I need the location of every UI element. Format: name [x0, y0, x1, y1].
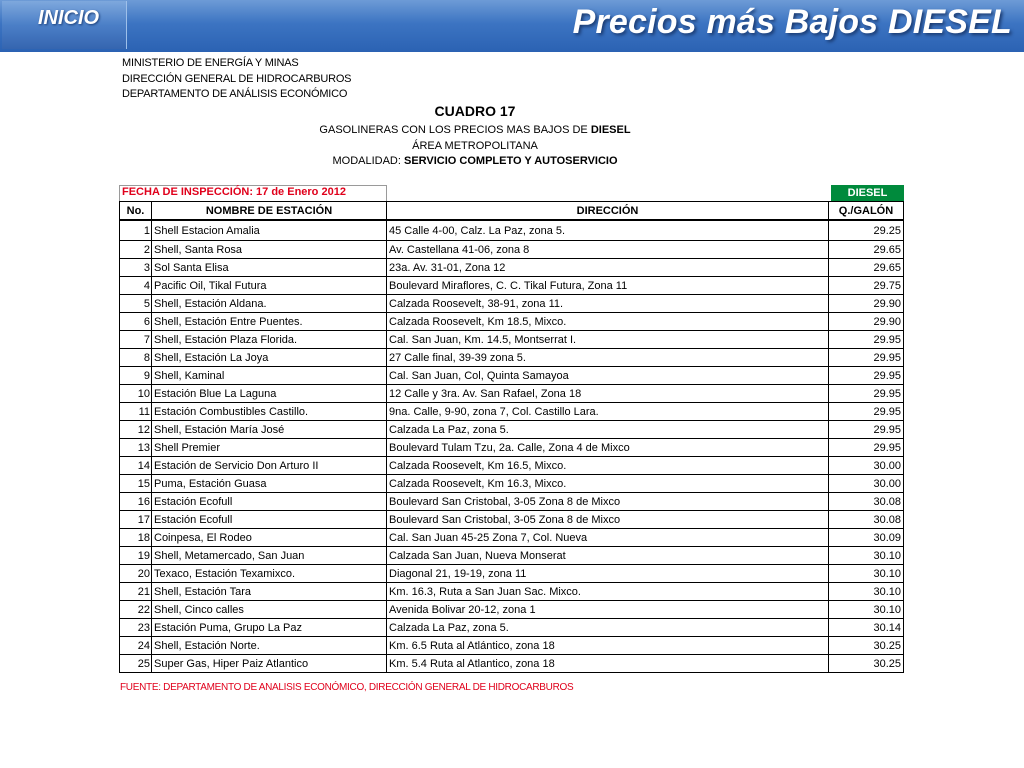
prices-table	[119, 201, 904, 673]
table-row	[120, 619, 904, 637]
cell-station: Texaco, Estación Texamixco.	[152, 565, 387, 583]
cell-station: Shell, Estación Tara	[152, 583, 387, 601]
cell-address: Calzada San Juan, Nueva Monserat	[387, 547, 829, 565]
cell-address: Calzada La Paz, zona 5.	[387, 619, 829, 637]
table-row	[120, 583, 904, 601]
inicio-label: INICIO	[38, 7, 100, 29]
cell-price: 29.75	[829, 277, 904, 295]
cell-station: Shell, Estación María José	[152, 421, 387, 439]
cell-no: 8	[120, 349, 152, 367]
cell-no: 5	[120, 295, 152, 313]
cell-no: 25	[120, 655, 152, 673]
cell-price: 30.08	[829, 511, 904, 529]
cell-price: 29.95	[829, 439, 904, 457]
cell-no: 2	[120, 241, 152, 259]
header-station: NOMBRE DE ESTACIÓN	[152, 202, 387, 221]
report-area: ÁREA METROPOLITANA	[412, 140, 538, 152]
cell-station: Shell, Estación Norte.	[152, 637, 387, 655]
cell-no: 16	[120, 493, 152, 511]
cell-address: Km. 5.4 Ruta al Atlantico, zona 18	[387, 655, 829, 673]
cell-station: Shell, Metamercado, San Juan	[152, 547, 387, 565]
cell-address: 45 Calle 4-00, Calz. La Paz, zona 5.	[387, 220, 829, 241]
cell-price: 29.95	[829, 367, 904, 385]
inspection-date: FECHA DE INSPECCIÓN: 17 de Enero 2012	[122, 186, 346, 198]
header-no: No.	[120, 202, 152, 221]
cell-station: Coinpesa, El Rodeo	[152, 529, 387, 547]
cell-station: Estación Ecofull	[152, 511, 387, 529]
cell-address: Avenida Bolivar 20-12, zona 1	[387, 601, 829, 619]
org-ministry: MINISTERIO DE ENERGÍA Y MINAS	[122, 57, 299, 69]
table-row	[120, 295, 904, 313]
cell-no: 23	[120, 619, 152, 637]
cell-address: Calzada Roosevelt, Km 16.5, Mixco.	[387, 457, 829, 475]
table-row	[120, 241, 904, 259]
cell-no: 9	[120, 367, 152, 385]
cell-no: 15	[120, 475, 152, 493]
cell-price: 30.08	[829, 493, 904, 511]
cell-station: Shell, Estación La Joya	[152, 349, 387, 367]
cell-price: 29.95	[829, 385, 904, 403]
report-subtitle	[0, 124, 950, 136]
cell-no: 22	[120, 601, 152, 619]
table-row	[120, 331, 904, 349]
cell-station: Shell, Santa Rosa	[152, 241, 387, 259]
cell-no: 14	[120, 457, 152, 475]
cell-price: 29.95	[829, 331, 904, 349]
fuel-header: DIESEL	[831, 185, 904, 201]
cell-address: Km. 16.3, Ruta a San Juan Sac. Mixco.	[387, 583, 829, 601]
table-row	[120, 565, 904, 583]
cell-price: 29.95	[829, 349, 904, 367]
cell-price: 29.65	[829, 241, 904, 259]
cell-no: 10	[120, 385, 152, 403]
cell-station: Shell, Cinco calles	[152, 601, 387, 619]
table-row	[120, 220, 904, 241]
table-row	[120, 403, 904, 421]
cell-price: 29.90	[829, 295, 904, 313]
table-row	[120, 601, 904, 619]
cell-address: Boulevard San Cristobal, 3-05 Zona 8 de Mixco	[387, 493, 829, 511]
cell-no: 3	[120, 259, 152, 277]
cell-no: 18	[120, 529, 152, 547]
cell-price: 30.10	[829, 601, 904, 619]
cell-price: 30.25	[829, 655, 904, 673]
cell-station: Shell Premier	[152, 439, 387, 457]
cell-price: 29.95	[829, 403, 904, 421]
cell-price: 29.90	[829, 313, 904, 331]
cell-station: Estación Combustibles Castillo.	[152, 403, 387, 421]
cell-address: Cal. San Juan 45-25 Zona 7, Col. Nueva	[387, 529, 829, 547]
table-row	[120, 547, 904, 565]
header-banner	[0, 0, 1024, 52]
cell-station: Estación Blue La Laguna	[152, 385, 387, 403]
cell-no: 24	[120, 637, 152, 655]
cell-price: 30.10	[829, 565, 904, 583]
table-row	[120, 475, 904, 493]
cell-station: Estación Ecofull	[152, 493, 387, 511]
subtitle-fuel: DIESEL	[590, 124, 631, 136]
cell-station: Estación de Servicio Don Arturo II	[152, 457, 387, 475]
org-direction: DIRECCIÓN GENERAL DE HIDROCARBUROS	[122, 73, 352, 85]
cell-station: Shell, Estación Aldana.	[152, 295, 387, 313]
cell-no: 1	[120, 220, 152, 241]
cell-address: Boulevard San Cristobal, 3-05 Zona 8 de Mixco	[387, 511, 829, 529]
cell-price: 30.00	[829, 475, 904, 493]
modalidad-label: MODALIDAD:	[332, 155, 401, 167]
org-department: DEPARTAMENTO DE ANÁLISIS ECONÓMICO	[122, 88, 348, 100]
cell-station: Super Gas, Hiper Paiz Atlantico	[152, 655, 387, 673]
cell-address: 23a. Av. 31-01, Zona 12	[387, 259, 829, 277]
cell-address: Boulevard Tulam Tzu, 2a. Calle, Zona 4 de Mixco	[387, 439, 829, 457]
cell-price: 30.09	[829, 529, 904, 547]
table-row	[120, 457, 904, 475]
modalidad-value: SERVICIO COMPLETO Y AUTOSERVICIO	[400, 155, 618, 167]
source-note: FUENTE: DEPARTAMENTO DE ANALISIS ECONÓMICO, DIRECCIÓN GENERAL DE HIDROCARBUROS	[120, 682, 574, 693]
table-row	[120, 421, 904, 439]
cell-no: 11	[120, 403, 152, 421]
cell-address: 27 Calle final, 39-39 zona 5.	[387, 349, 829, 367]
cell-station: Sol Santa Elisa	[152, 259, 387, 277]
cell-no: 4	[120, 277, 152, 295]
cell-no: 6	[120, 313, 152, 331]
cell-no: 7	[120, 331, 152, 349]
cell-station: Puma, Estación Guasa	[152, 475, 387, 493]
table-row	[120, 493, 904, 511]
cell-price: 30.00	[829, 457, 904, 475]
cell-no: 17	[120, 511, 152, 529]
cuadro-title: CUADRO 17	[434, 103, 516, 119]
cell-no: 12	[120, 421, 152, 439]
cell-address: 12 Calle y 3ra. Av. San Rafael, Zona 18	[387, 385, 829, 403]
table-row	[120, 385, 904, 403]
cell-station: Shell, Estación Entre Puentes.	[152, 313, 387, 331]
cell-station: Shell, Estación Plaza Florida.	[152, 331, 387, 349]
page-title: Precios más Bajos DIESEL	[572, 3, 1012, 41]
table-row	[120, 349, 904, 367]
table-header-row	[120, 202, 904, 221]
cell-price: 29.25	[829, 220, 904, 241]
table-row	[120, 655, 904, 673]
cell-address: Km. 6.5 Ruta al Atlántico, zona 18	[387, 637, 829, 655]
cell-price: 29.65	[829, 259, 904, 277]
cell-address: Diagonal 21, 19-19, zona 11	[387, 565, 829, 583]
cell-address: 9na. Calle, 9-90, zona 7, Col. Castillo Lara.	[387, 403, 829, 421]
cell-station: Shell Estacion Amalia	[152, 220, 387, 241]
table-row	[120, 511, 904, 529]
report-modalidad	[0, 155, 950, 167]
cell-address: Av. Castellana 41-06, zona 8	[387, 241, 829, 259]
table-row	[120, 439, 904, 457]
cell-address: Cal. San Juan, Km. 14.5, Montserrat I.	[387, 331, 829, 349]
header-address: DIRECCIÓN	[387, 202, 829, 221]
cell-station: Shell, Kaminal	[152, 367, 387, 385]
header-price: Q./GALÓN	[829, 202, 904, 221]
cell-no: 21	[120, 583, 152, 601]
cell-no: 19	[120, 547, 152, 565]
cell-price: 30.10	[829, 547, 904, 565]
cell-no: 20	[120, 565, 152, 583]
table-row	[120, 277, 904, 295]
cell-price: 29.95	[829, 421, 904, 439]
cell-price: 30.10	[829, 583, 904, 601]
cell-price: 30.14	[829, 619, 904, 637]
cell-station: Pacific Oil, Tikal Futura	[152, 277, 387, 295]
table-row	[120, 529, 904, 547]
table-row	[120, 367, 904, 385]
cell-station: Estación Puma, Grupo La Paz	[152, 619, 387, 637]
table-row	[120, 313, 904, 331]
cell-address: Calzada Roosevelt, Km 18.5, Mixco.	[387, 313, 829, 331]
cell-address: Boulevard Miraflores, C. C. Tikal Futura, Zona 11	[387, 277, 829, 295]
cell-no: 13	[120, 439, 152, 457]
cell-address: Calzada La Paz, zona 5.	[387, 421, 829, 439]
cell-address: Calzada Roosevelt, 38-91, zona 11.	[387, 295, 829, 313]
subtitle-prefix: GASOLINERAS CON LOS PRECIOS MAS BAJOS DE	[319, 124, 591, 136]
cell-address: Calzada Roosevelt, Km 16.3, Mixco.	[387, 475, 829, 493]
table-row	[120, 259, 904, 277]
cell-price: 30.25	[829, 637, 904, 655]
inicio-button[interactable]	[2, 1, 127, 49]
cell-address: Cal. San Juan, Col, Quinta Samayoa	[387, 367, 829, 385]
table-row	[120, 637, 904, 655]
